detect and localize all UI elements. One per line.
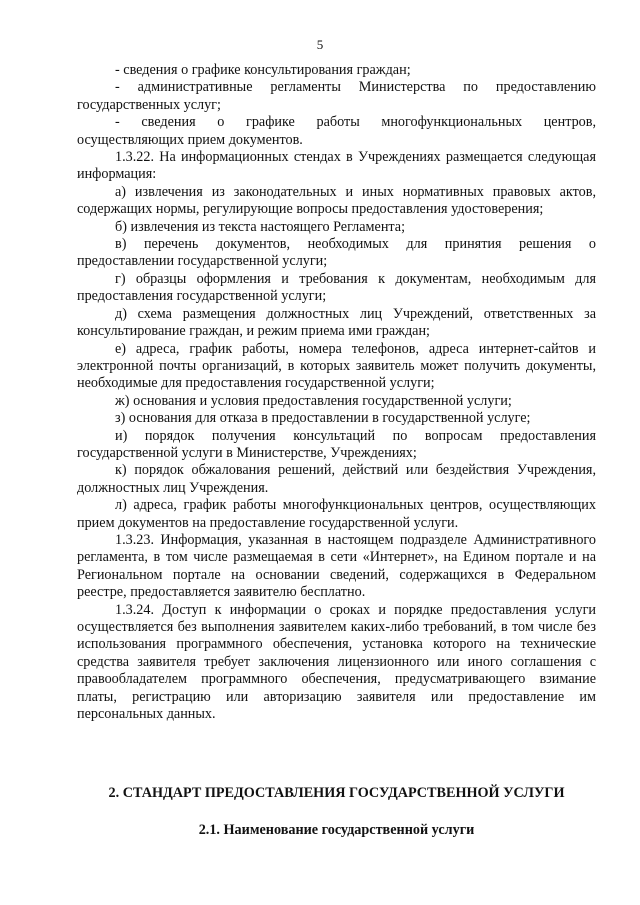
paragraph-consulting-schedule: - сведения о графике консультирования граждан;	[115, 62, 411, 78]
section-heading: 2. СТАНДАРТ ПРЕДОСТАВЛЕНИЯ ГОСУДАРСТВЕННОЙ УСЛУГИ	[108, 785, 565, 801]
paragraph-1-3-22: 1.3.22. На информационных стендах в Учреждениях размещается следующая информация:	[77, 149, 596, 183]
subsection-heading: 2.1. Наименование государственной услуги	[198, 822, 475, 838]
list-item-z: з) основания для отказа в предоставлении в государственной услуге;	[115, 410, 531, 427]
list-item-e: е) адреса, график работы, номера телефонов, адреса интернет-сайтов и электронной почты организаций, в которых заявитель может получить документы, необходимые для предоставления государственной услуги;	[77, 340, 596, 392]
paragraph-mfc-schedule: - сведения о графике работы многофункциональных центров, осуществляющих прием документов.	[77, 114, 596, 148]
list-item-l: л) адреса, график работы многофункциональных центров, осуществляющих прием документов на предоставление государственной услуги.	[77, 497, 596, 531]
paragraph-admin-regulations: - административные регламенты Министерства по предоставлению государственных услуг;	[77, 79, 596, 113]
list-item-i: и) порядок получения консультаций по вопросам предоставления государственной услуги в Министерстве, Учреждениях;	[77, 427, 596, 461]
list-item-d: д) схема размещения должностных лиц Учреждений, ответственных за консультирование граждан, и режим приема ими граждан;	[77, 305, 596, 340]
list-item-v: в) перечень документов, необходимых для принятия решения о предоставлении государственной услуги;	[77, 236, 596, 270]
paragraph-1-3-24: 1.3.24. Доступ к информации о сроках и порядке предоставления услуги осуществляется без выполнения заявителем каких-либо требований, в том числе без использования программного обеспечения, установка которого на технические средства заявителя требует заключения лицензионного или иного соглашения с правообладателем программного обеспечения, предусматривающего взимание платы, регистрацию или авторизацию заявителя или предоставление им персональных данных.	[77, 601, 596, 723]
body-text	[77, 62, 596, 723]
list-item-a: а) извлечения из законодательных и иных нормативных правовых актов, содержащих нормы, регулирующие вопросы предоставления удостоверения;	[77, 183, 596, 218]
paragraph-1-3-23: 1.3.23. Информация, указанная в настоящем подразделе Административного регламента, в том числе размещаемая в сети «Интернет», на Едином портале и на Региональном портале на основании сведений, содержащихся в Федеральном реестре, предоставляется заявителю бесплатно.	[77, 531, 596, 601]
list-item-g: г) образцы оформления и требования к документам, необходимым для предоставления государственной услуги;	[77, 270, 596, 305]
list-item-zh: ж) основания и условия предоставления государственной услуги;	[115, 392, 512, 409]
list-item-b: б) извлечения из текста настоящего Регламента;	[115, 218, 406, 235]
page-number: 5	[316, 37, 324, 52]
list-item-k: к) порядок обжалования решений, действий или бездействия Учреждения, должностных лиц Учреждения.	[77, 462, 596, 496]
